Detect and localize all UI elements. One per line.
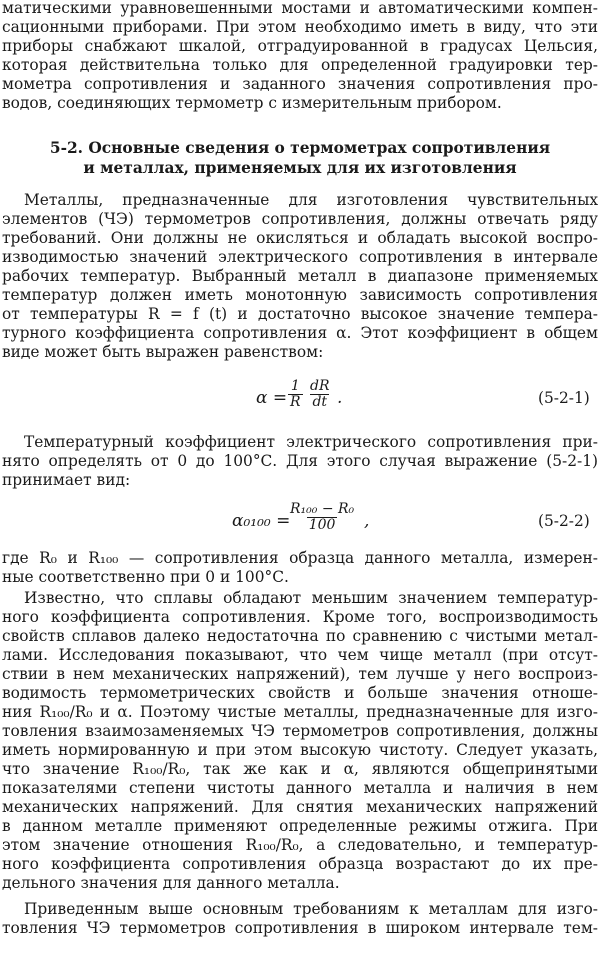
text-line: Известно, что сплавы обладают меньшим значением температур- xyxy=(24,589,598,607)
text-line: турного коэффициента сопротивления α. Этот коэффициент в общем xyxy=(2,324,598,342)
text-line: принимает вид: xyxy=(2,471,131,489)
text-line: требований. Они должны не окисляться и обладать высокой воспро- xyxy=(2,229,598,247)
text-line: от температуры R = f (t) и достаточно высокое значение темпера- xyxy=(2,305,598,323)
text-line: ного коэффициента сопротивления. Кроме того, воспроизводимость xyxy=(2,608,598,626)
text-line: Металлы, предназначенные для изготовления чувствительных xyxy=(24,191,598,209)
fraction-numerator: dR xyxy=(310,378,330,394)
text-line: ного коэффициента сопротивления образца возрастают до их пре- xyxy=(2,855,598,873)
text-line: рабочих температур. Выбранный металл в диапазоне применяемых xyxy=(2,267,598,285)
fraction-numerator: R₁₀₀ − R₀ xyxy=(290,501,355,517)
equation-lhs: α₀₁₀₀ = xyxy=(232,511,291,531)
text-line: товления взаимозаменяемых ЧЭ термометров сопротивления, должны xyxy=(2,722,598,740)
equation-number: (5-2-1) xyxy=(538,389,590,407)
fraction-denominator: 100 xyxy=(308,517,336,533)
text-line: ствии в нем механических напряжений), тем лучше у него воспроиз- xyxy=(2,665,598,683)
text-line: где R₀ и R₁₀₀ — сопротивления образца данного металла, измерен- xyxy=(2,549,598,567)
text-line: ные соответственно при 0 и 100°С. xyxy=(2,568,289,586)
text-line: этом значение отношения R₁₀₀/R₀, а следовательно, и температур- xyxy=(2,836,598,854)
text-line: приборы снабжают шкалой, отградуированной в градусах Цельсия, xyxy=(2,37,598,55)
equation-lhs: α = xyxy=(256,388,288,408)
fraction-denominator: dt xyxy=(312,394,328,410)
fraction-denominator: R xyxy=(290,394,301,410)
text-line: Температурный коэффициент электрического сопротивления при- xyxy=(24,433,598,451)
text-line: виде может быть выражен равенством: xyxy=(2,343,324,361)
text-line: Приведенным выше основным требованиям к металлам для изго- xyxy=(24,900,598,918)
text-line: в данном металле применяют определенные режимы отжига. При xyxy=(2,817,598,835)
text-line: свойств сплавов далеко недостаточна по сравнению с чистыми метал- xyxy=(2,627,598,645)
equation-tail: , xyxy=(364,511,370,531)
text-line: матическими уравновешенными мостами и автоматическими компен- xyxy=(2,0,598,17)
text-line: дельного значения для данного металла. xyxy=(2,874,340,892)
text-line: ния R₁₀₀/R₀ и α. Поэтому чистые металлы, предназначенные для изго- xyxy=(2,703,598,721)
equation-fraction xyxy=(288,502,356,533)
text-line: механических напряжений. Для снятия механических напряжений xyxy=(2,798,598,816)
text-line: лами. Исследования показывают, что чем чище металл (при отсут- xyxy=(2,646,598,664)
text-line: изводимостью значений электрического сопротивления в интервале xyxy=(2,248,598,266)
text-line: иметь нормированную и при этом высокую чистоту. Следует указать, xyxy=(2,741,598,759)
fraction-numerator: 1 xyxy=(290,378,300,394)
text-line: сационными приборами. При этом необходимо иметь в виду, что эти xyxy=(2,18,598,36)
text-line: мометра сопротивления и заданного значения сопротивления про- xyxy=(2,75,598,93)
text-line: показателями степени чистоты данного металла и наличия в нем xyxy=(2,779,598,797)
text-line: водов, соединяющих термометр с измерительным прибором. xyxy=(2,94,502,112)
equation-tail: . xyxy=(337,388,343,408)
equation-fraction xyxy=(308,379,332,410)
text-line: которая действительна только для определенной градуировки тер- xyxy=(2,56,598,74)
text-line: товления ЧЭ термометров сопротивления в широком интервале тем- xyxy=(2,919,598,937)
text-line: элементов (ЧЭ) термометров сопротивления, должны отвечать ряду xyxy=(2,210,598,228)
equation-fraction xyxy=(288,379,303,410)
text-line: что значение R₁₀₀/R₀, так же как и α, являются общепринятыми xyxy=(2,760,598,778)
equation-number: (5-2-2) xyxy=(538,512,590,530)
text-line: нято определять от 0 до 100°С. Для этого случая выражение (5-2-1) xyxy=(2,452,598,470)
text-line: температур должен иметь монотонную зависимость сопротивления xyxy=(2,286,598,304)
text-line: водимость термометрических свойств и больше значения отноше- xyxy=(2,684,598,702)
section-heading-line1: 5-2. Основные сведения о термометрах сопротивления xyxy=(49,139,551,157)
section-heading-line2: и металлах, применяемых для их изготовления xyxy=(83,159,517,177)
